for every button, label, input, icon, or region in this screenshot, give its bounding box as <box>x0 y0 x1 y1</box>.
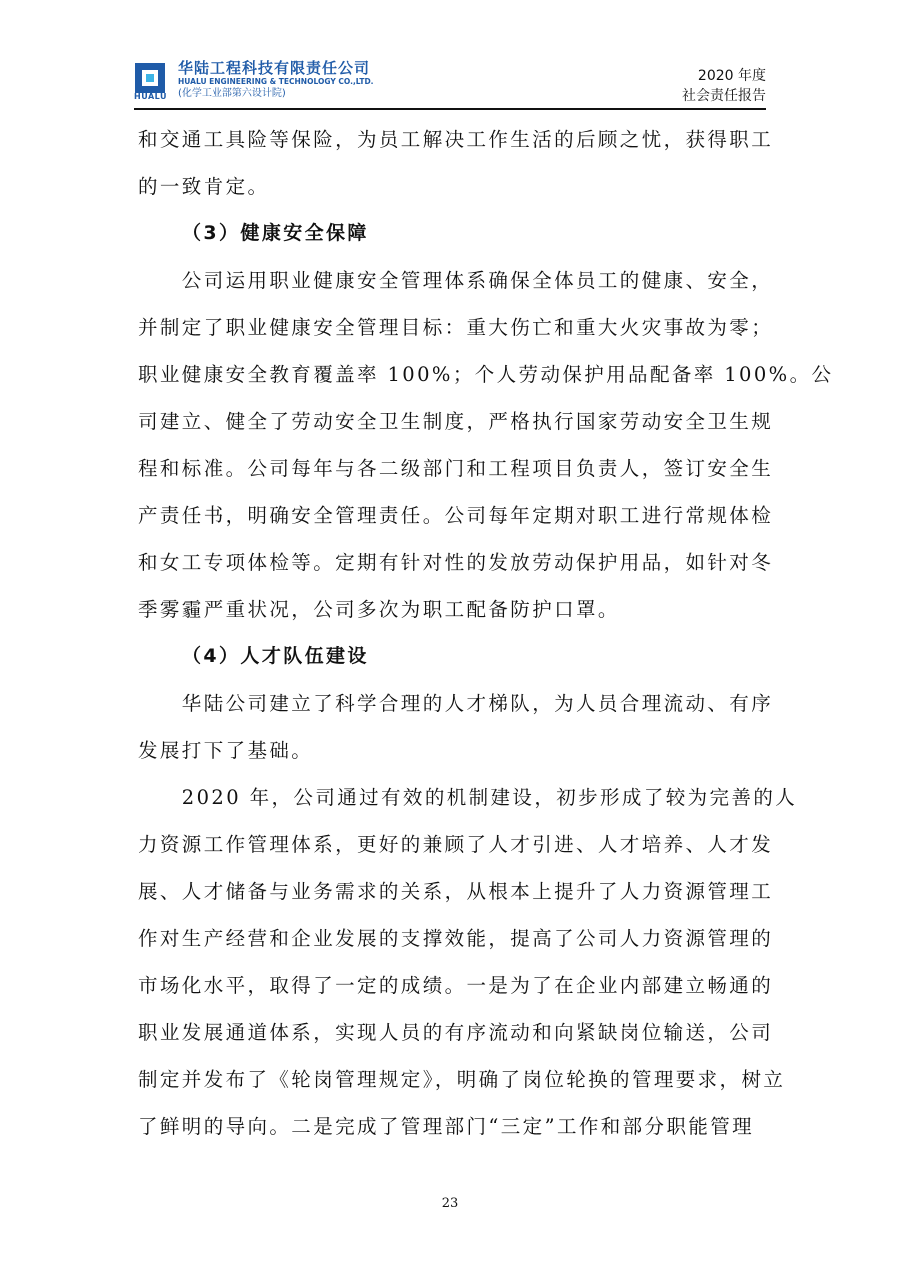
text-line: 程和标准。公司每年与各二级部门和工程项目负责人，签订安全生 <box>138 457 774 480</box>
text-line: 展、人才储备与业务需求的关系，从根本上提升了人力资源管理工 <box>138 880 774 903</box>
text-line: 力资源工作管理体系，更好的兼顾了人才引进、人才培养、人才发 <box>138 833 774 856</box>
text-line: 了鲜明的导向。二是完成了管理部门“三定”工作和部分职能管理 <box>138 1115 755 1138</box>
report-title: 社会责任报告 <box>682 88 766 104</box>
section-heading-health-safety: （3）健康安全保障 <box>182 222 369 244</box>
text-line: 公司运用职业健康安全管理体系确保全体员工的健康、安全， <box>138 269 774 292</box>
text-line: 华陆公司建立了科学合理的人才梯队，为人员合理流动、有序 <box>138 692 774 715</box>
text-line: 职业健康安全教育覆盖率 100%；个人劳动保护用品配备率 100%。公 <box>138 363 834 386</box>
text-line: 2020 年，公司通过有效的机制建设，初步形成了较为完善的人 <box>138 786 798 809</box>
page-number: 23 <box>441 1196 459 1211</box>
section-heading-talent-team: （4）人才队伍建设 <box>182 645 369 667</box>
text-line: 并制定了职业健康安全管理目标：重大伤亡和重大火灾事故为零； <box>138 316 774 339</box>
report-year: 2020 年度 <box>697 68 766 84</box>
text-line: 和女工专项体检等。定期有针对性的发放劳动保护用品，如针对冬 <box>138 551 774 574</box>
company-name-en: HUALU ENGINEERING & TECHNOLOGY CO.,LTD. <box>178 77 374 86</box>
company-name-cn: 华陆工程科技有限责任公司 <box>178 59 371 77</box>
text-line: 发展打下了基础。 <box>138 739 314 762</box>
report-label <box>682 66 766 106</box>
logo-word: HUALU <box>134 92 167 101</box>
header-divider <box>134 108 766 110</box>
text-line: 季雾霾严重状况，公司多次为职工配备防护口罩。 <box>138 598 620 621</box>
text-line: 的一致肯定。 <box>138 175 270 198</box>
text-line: 制定并发布了《轮岗管理规定》，明确了岗位轮换的管理要求，树立 <box>138 1068 786 1091</box>
text-line: 作对生产经营和企业发展的支撑效能，提高了公司人力资源管理的 <box>138 927 774 950</box>
page-header <box>134 58 766 108</box>
text-line: 司建立、健全了劳动安全卫生制度，严格执行国家劳动安全卫生规 <box>138 410 774 433</box>
text-line: 产责任书，明确安全管理责任。公司每年定期对职工进行常规体检 <box>138 504 774 527</box>
text-line: 市场化水平，取得了一定的成绩。一是为了在企业内部建立畅通的 <box>138 974 774 997</box>
text-line: 职业发展通道体系，实现人员的有序流动和向紧缺岗位输送，公司 <box>138 1021 774 1044</box>
company-name-block <box>178 60 374 100</box>
text-line: 和交通工具险等保险，为员工解决工作生活的后顾之忧，获得职工 <box>138 128 774 151</box>
document-body <box>138 116 834 1150</box>
company-subtitle: (化学工业部第六设计院) <box>178 88 286 99</box>
